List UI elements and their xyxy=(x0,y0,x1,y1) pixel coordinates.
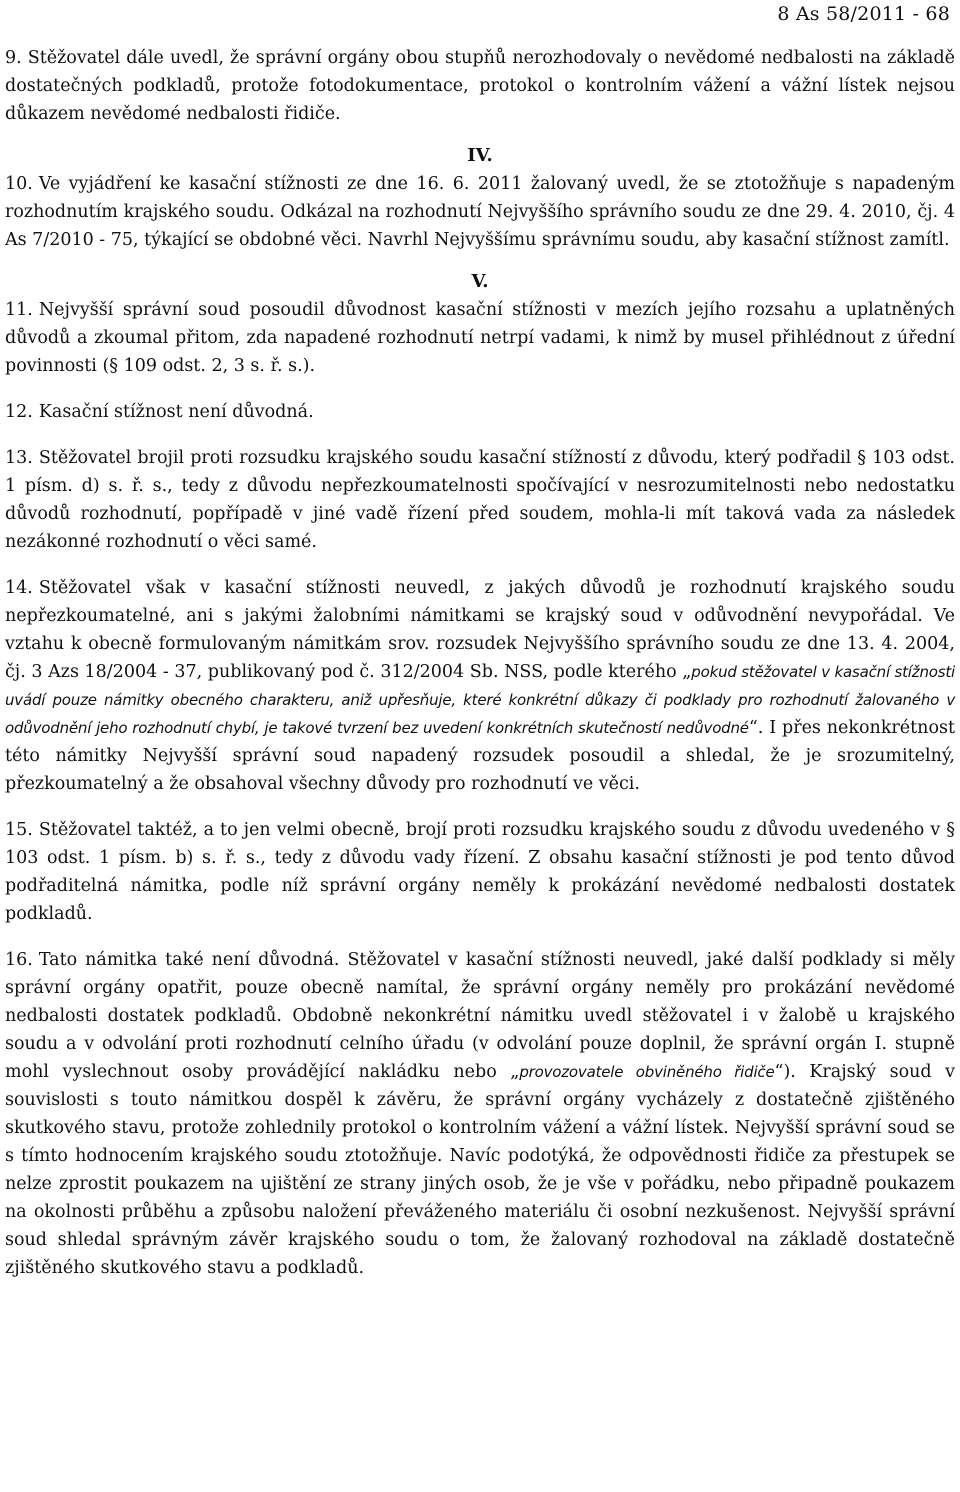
section-heading-iv: IV. xyxy=(467,145,493,166)
document-body xyxy=(5,44,955,1282)
paragraph-13 xyxy=(5,444,955,556)
quoted-phrase: provozovatele obviněného řidiče xyxy=(519,1063,775,1081)
paragraph-number: 10. xyxy=(5,174,33,194)
paragraph-text: Nejvyšší správní soud posoudil důvodnost kasační stížnosti v mezích jejího rozsahu a uplatněných důvodů a zkoumal přitom, zda napadené rozhodnutí netrpí vadami, k nimž by musel přihlédnout z úřední povinnosti (§ 109 odst. 2, 3 s. ř. s.). xyxy=(5,300,955,376)
paragraph-number: 16. xyxy=(5,950,33,970)
paragraph-text-continued: “. I přes nekonkrétnost této námitky Nejvyšší správní soud napadený rozsudek posoudil a shledal, že je srozumitelný, přezkoumatelný a že obsahoval všechny důvody pro rozhodnutí ve věci. xyxy=(5,718,955,794)
quoted-judgment: pokud stěžovatel v kasační stížnosti uvádí pouze námitky obecného charakteru, aniž upřesňuje, které konkrétní důkazy či podklady pro rozhodnutí žalovaného v odůvodnění jeho rozhodnutí chybí, je takové tvrzení bez uvedení konkrétních skutečností nedůvodné xyxy=(5,663,955,737)
paragraph-text-continued: “). Krajský soud v souvislosti s touto námitkou dospěl k závěru, že správní orgány vycházely z dostatečně zjištěného skutkového stavu, protože zohlednily protokol o kontrolním vážení a vážní lístek. Nejvyšší správní soud se s tímto hodnocením krajského soudu ztotožňuje. Navíc podotýká, že odpovědnosti řidiče za přestupek se nelze zprostit poukazem na ujištění ze strany jiných osob, že je vše v pořádku, nebo připadně poukazem na okolnosti průběhu a způsobu naložení převáženého materiálu či osobní nezkušenost. Nejvyšší správní soud shledal správným závěr krajského soudu o tom, že žalovaný rozhodoval na základě dostatečně zjištěného skutkového stavu a podkladů. xyxy=(5,1062,956,1278)
paragraph-text: Stěžovatel taktéž, a to jen velmi obecně, brojí proti rozsudku krajského soudu z důvodu uvedeného v § 103 odst. 1 písm. b) s. ř. s., tedy z důvodu vady řízení. Z obsahu kasační stížnosti je pod tento důvod podřaditelná námitka, podle níž správní orgány neměly k prokázání nevědomé nedbalosti dostatek podkladů. xyxy=(5,820,955,924)
paragraph-10 xyxy=(5,170,955,254)
paragraph-12 xyxy=(5,398,955,426)
paragraph-text: Stěžovatel brojil proti rozsudku krajského soudu kasační stížností z důvodu, který podřadil § 103 odst. 1 písm. d) s. ř. s., tedy z důvodu nepřezkoumatelnosti spočívající v nesrozumitelnosti nebo nedostatku důvodů rozhodnutí, popřípadě v jiné vadě řízení před soudem, mohla-li mít taková vada za následek nezákonné rozhodnutí o věci samé. xyxy=(5,448,955,552)
paragraph-number: 12. xyxy=(5,402,33,422)
paragraph-11 xyxy=(5,296,955,380)
paragraph-text: Tato námitka také není důvodná. Stěžovatel v kasační stížnosti neuvedl, jaké další podklady si měly správní orgány opatřit, pouze obecně namítal, že správní orgány neměly pro prokázání nevědomé nedbalosti dostatek podkladů. Obdobně nekonkrétní námitku uvedl stěžovatel i v žalobě u krajského soudu a v odvolání proti rozhodnutí celního úřadu (v odvolání pouze doplnil, že správní orgán I. stupně mohl vyslechnout osoby provádějící nakládku nebo „ xyxy=(5,950,955,1082)
paragraph-9 xyxy=(5,44,955,128)
paragraph-text: Stěžovatel však v kasační stížnosti neuvedl, z jakých důvodů je rozhodnutí krajského soudu nepřezkoumatelné, ani s jakými žalobními námitkami se krajský soud v odůvodnění nevypořádal. Ve vztahu k obecně formulovaným námitkám srov. rozsudek Nejvyššího správního soudu ze dne 13. 4. 2004, čj. 3 Azs 18/2004 - 37, publikovaný pod č. 312/2004 Sb. NSS, podle kterého „ xyxy=(5,578,955,682)
paragraph-text: Kasační stížnost není důvodná. xyxy=(38,402,314,422)
paragraph-text: Stěžovatel dále uvedl, že správní orgány obou stupňů nerozhodovaly o nevědomé nedbalosti na základě dostatečných podkladů, protože fotodokumentace, protokol o kontrolním vážení a vážní lístek nejsou důkazem nevědomé nedbalosti řidiče. xyxy=(5,48,955,124)
paragraph-number: 14. xyxy=(5,578,33,598)
paragraph-16 xyxy=(5,946,955,1282)
case-reference: 8 As 58/2011 - 68 xyxy=(777,3,950,25)
paragraph-15 xyxy=(5,816,955,928)
paragraph-number: 13. xyxy=(5,448,33,468)
section-heading-v: V. xyxy=(471,271,489,292)
paragraph-number: 9. xyxy=(5,48,22,68)
paragraph-text: Ve vyjádření ke kasační stížnosti ze dne 16. 6. 2011 žalovaný uvedl, že se ztotožňuje s napadeným rozhodnutím krajského soudu. Odkázal na rozhodnutí Nejvyššího správního soudu ze dne 29. 4. 2010, čj. 4 As 7/2010 - 75, týkající se obdobné věci. Navrhl Nejvyššímu správnímu soudu, aby kasační stížnost zamítl. xyxy=(5,174,955,250)
paragraph-14 xyxy=(5,574,955,798)
paragraph-number: 15. xyxy=(5,820,33,840)
paragraph-number: 11. xyxy=(5,300,33,320)
